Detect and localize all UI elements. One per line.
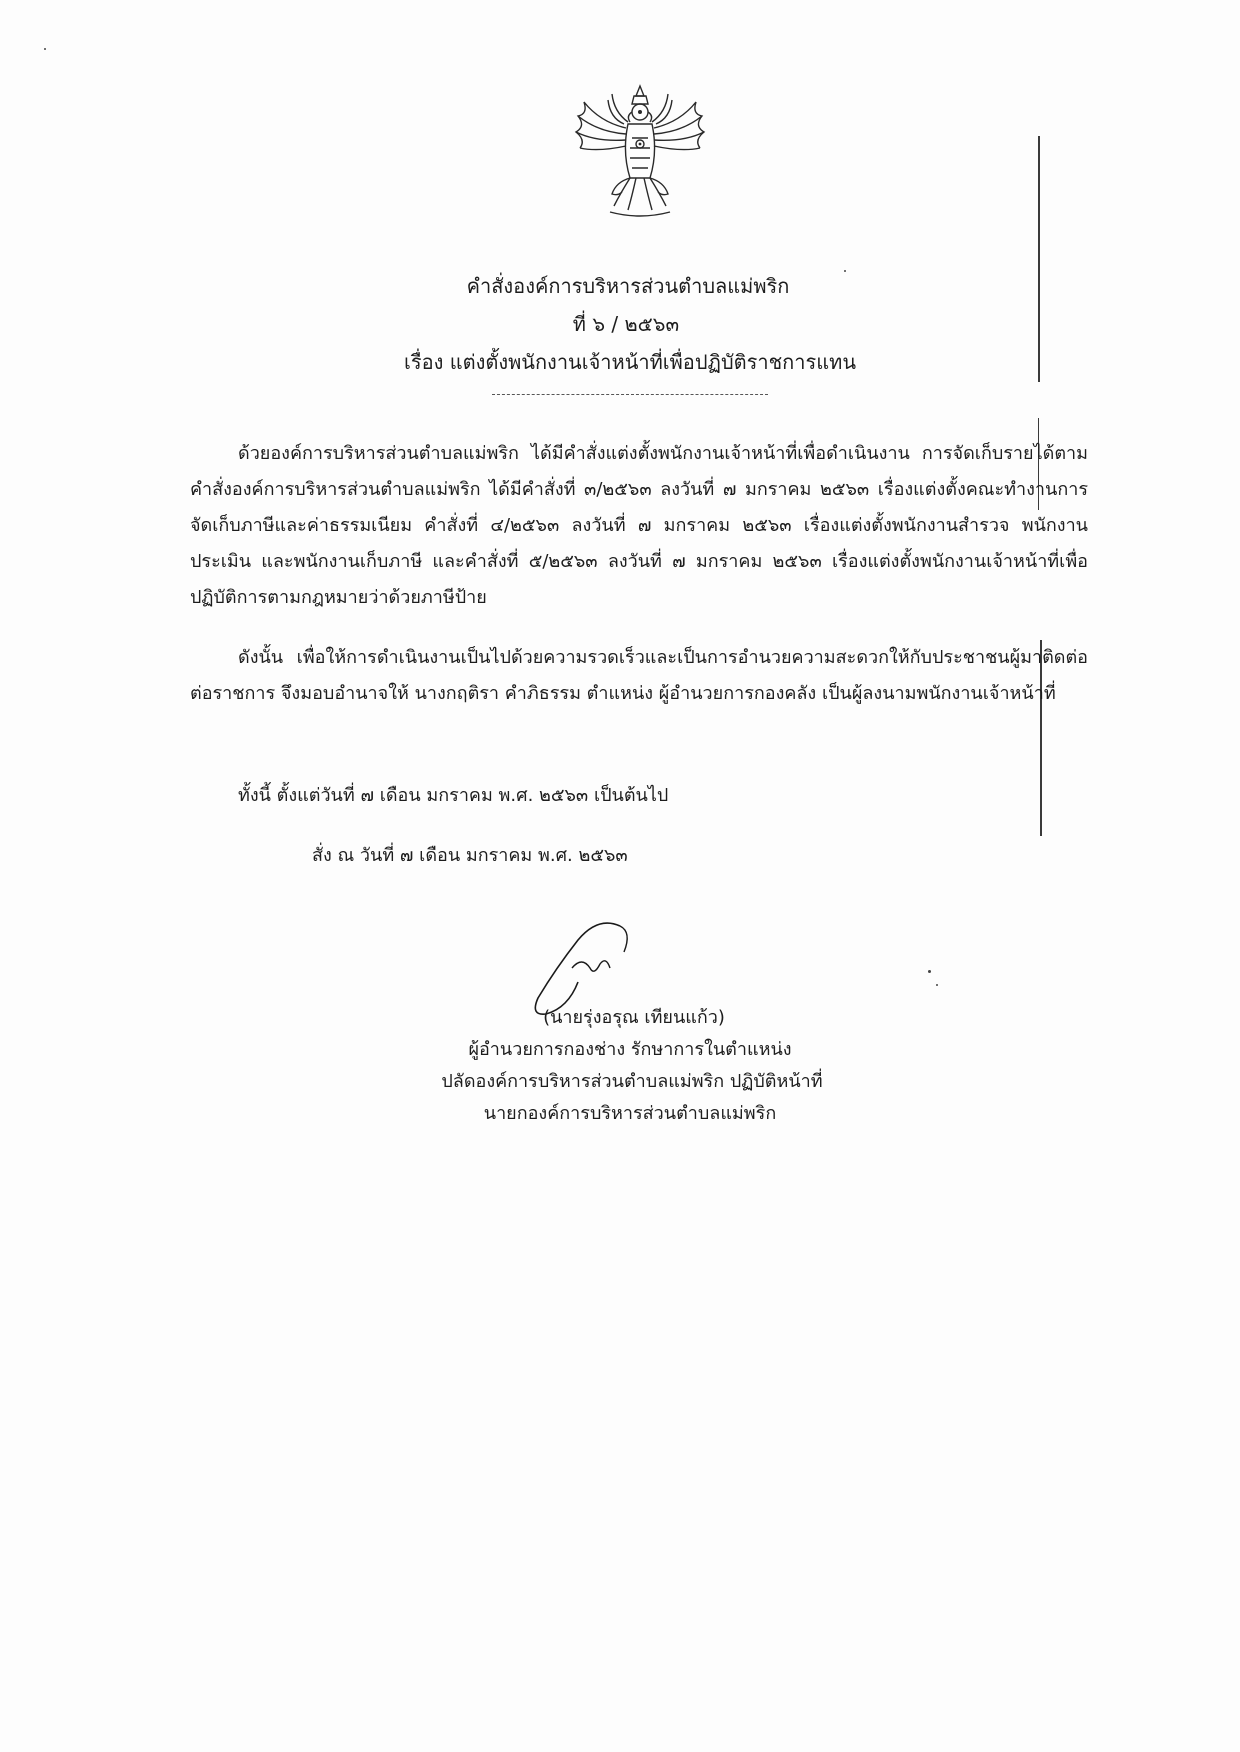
body-paragraph-2-text: ดังนั้น เพื่อให้การดำเนินงานเป็นไปด้วยความรวดเร็วและเป็นการอำนวยความสะดวกให้กับประชาชนผู้มาติดต่อต่อราชการ จึงมอบอำนาจให้ นางกฤติรา คำภิธรรม ตำแหน่ง ผู้อำนวยการกองคลัง เป็นผู้ลงนามพนักงานเจ้าหน้าที่ <box>190 647 1088 704</box>
issued-date-line: สั่ง ณ วันที่ ๗ เดือน มกราคม พ.ศ. ๒๕๖๓ <box>312 845 628 866</box>
signatory-position-2: ปลัดองค์การบริหารส่วนตำบลแม่พริก ปฏิบัติหน้าที่ <box>441 1071 823 1092</box>
effective-date-line: ทั้งนี้ ตั้งแต่วันที่ ๗ เดือน มกราคม พ.ศ. ๒๕๖๓ เป็นต้นไป <box>238 785 669 806</box>
header-divider <box>492 394 768 395</box>
garuda-emblem-icon <box>570 82 710 222</box>
body-paragraph-2 <box>190 640 1088 712</box>
signatory-name: (นายรุ่งอรุณ เทียนแก้ว) <box>543 1007 725 1028</box>
scan-artifact-speck <box>44 48 46 50</box>
order-number: ที่ ๖ / ๒๕๖๓ <box>572 312 680 336</box>
scan-artifact-speck <box>928 970 931 973</box>
scan-artifact-line <box>1038 136 1040 382</box>
order-subject: เรื่อง แต่งตั้งพนักงานเจ้าหน้าที่เพื่อปฏิบัติราชการแทน <box>403 350 856 374</box>
signatory-position-3: นายกองค์การบริหารส่วนตำบลแม่พริก <box>483 1103 777 1124</box>
scan-artifact-speck <box>936 984 938 986</box>
signatory-position-1: ผู้อำนวยการกองช่าง รักษาการในตำแหน่ง <box>468 1039 792 1060</box>
body-paragraph-1-text: ด้วยองค์การบริหารส่วนตำบลแม่พริก ได้มีคำสั่งแต่งตั้งพนักงานเจ้าหน้าที่เพื่อดำเนินงาน การจัดเก็บรายได้ตามคำสั่งองค์การบริหารส่วนตำบลแม่พริก ได้มีคำสั่งที่ ๓/๒๕๖๓ ลงวันที่ ๗ มกราคม ๒๕๖๓ เรื่องแต่งตั้งคณะทำงานการจัดเก็บภาษีและค่าธรรมเนียม คำสั่งที่ ๔/๒๕๖๓ ลงวันที่ ๗ มกราคม ๒๕๖๓ เรื่องแต่งตั้งพนักงานสำรวจ พนักงานประเมิน และพนักงานเก็บภาษี และคำสั่งที่ ๕/๒๕๖๓ ลงวันที่ ๗ มกราคม ๒๕๖๓ เรื่องแต่งตั้งพนักงานเจ้าหน้าที่เพื่อปฏิบัติการตามกฎหมายว่าด้วยภาษีป้าย <box>190 443 1088 608</box>
body-paragraph-1 <box>190 436 1088 616</box>
order-title: คำสั่งองค์การบริหารส่วนตำบลแม่พริก <box>466 274 790 298</box>
